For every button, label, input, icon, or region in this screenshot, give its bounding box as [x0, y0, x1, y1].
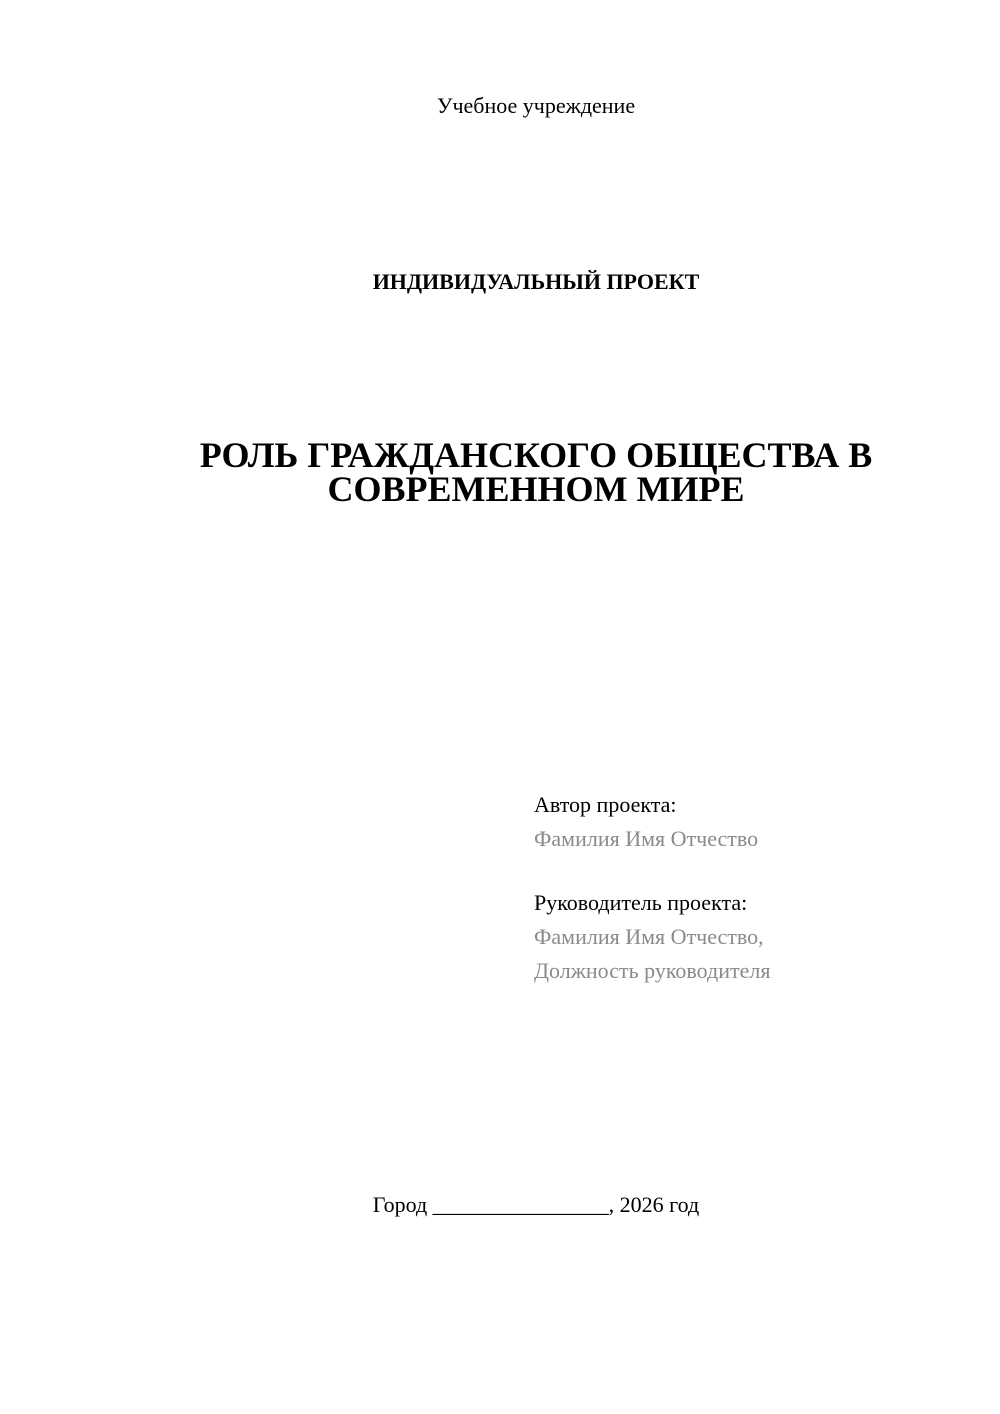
- info-spacer: [534, 856, 770, 886]
- project-info-block: [534, 788, 770, 988]
- project-title-line-1: РОЛЬ ГРАЖДАНСКОГО ОБЩЕСТВА В: [199, 435, 873, 475]
- author-name: Фамилия Имя Отчество: [534, 826, 759, 851]
- institution-name: Учебное учреждение: [436, 93, 636, 118]
- project-title: [0, 435, 1000, 509]
- supervisor-name: Фамилия Имя Отчество,: [534, 924, 764, 949]
- supervisor-label: Руководитель проекта:: [534, 890, 748, 915]
- author-label: Автор проекта:: [534, 792, 677, 817]
- city-year-line: Город ________________, 2026 год: [372, 1192, 700, 1217]
- project-type-heading: ИНДИВИДУАЛЬНЫЙ ПРОЕКТ: [372, 269, 700, 294]
- supervisor-position: Должность руководителя: [534, 958, 771, 983]
- project-title-line-2: СОВРЕМЕННОМ МИРЕ: [327, 469, 745, 509]
